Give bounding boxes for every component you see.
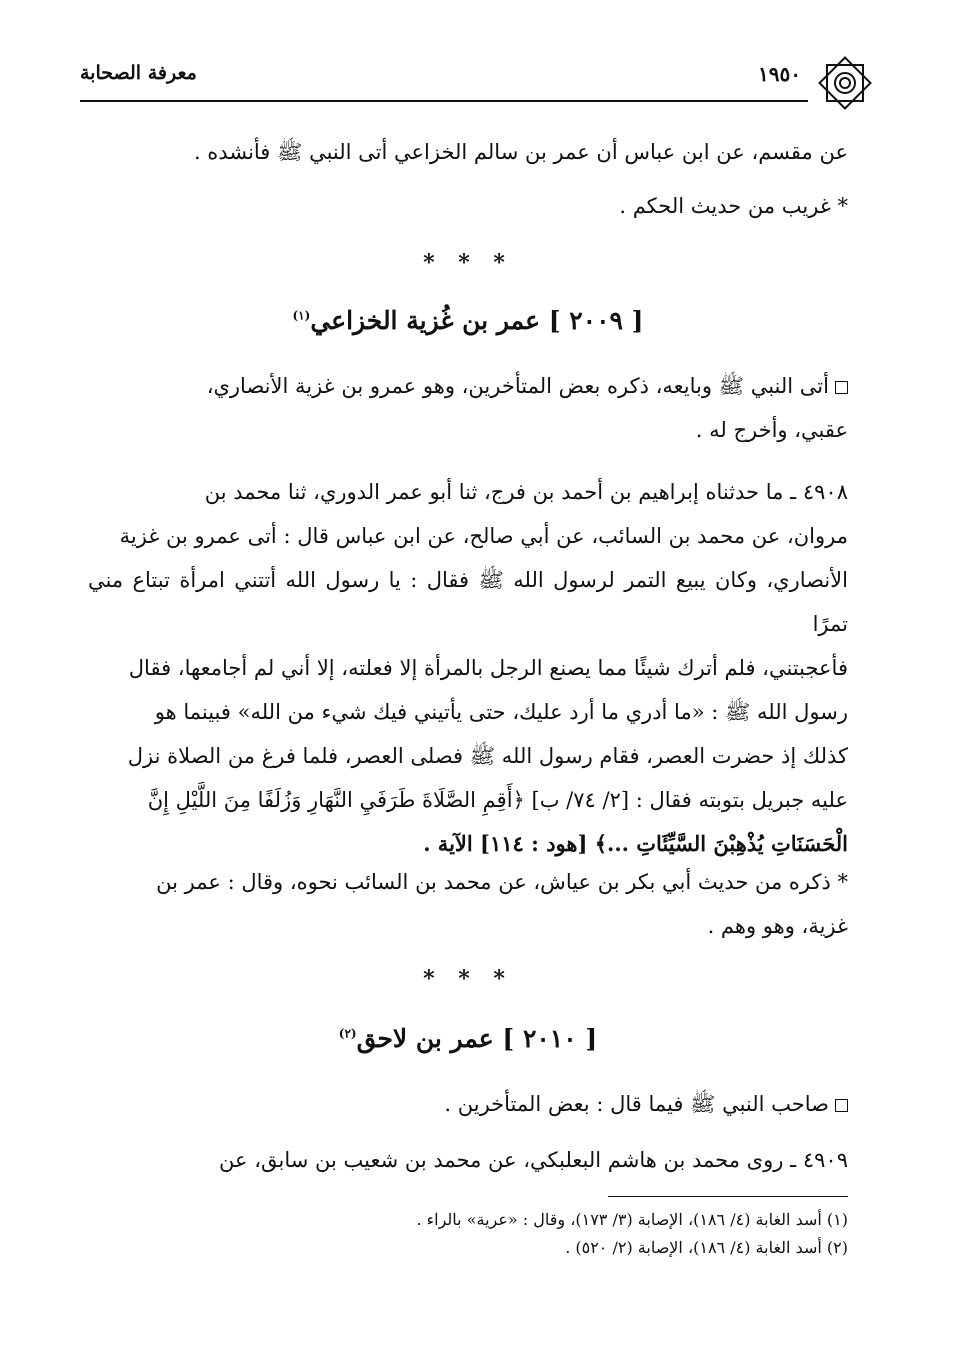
separator: * * * bbox=[423, 966, 513, 992]
hadith-line: مروان، عن محمد بن السائب، عن أبي صالح، عن ابن عباس قال : أتى عمرو بن غزية bbox=[119, 524, 848, 548]
hadith-line: ٤٩٠٩ ـ روى محمد بن هاشم البعلبكي، عن محمد بن شعيب بن سابق، عن bbox=[219, 1148, 848, 1172]
footnote-ref: (٢) bbox=[338, 1026, 357, 1041]
hadith-line: رسول الله ﷺ : «ما أدري ما أرد عليك، حتى يأتيني فيك شيء من الله» فبينما هو bbox=[154, 700, 848, 724]
note-line: غزية، وهو وهم . bbox=[707, 914, 848, 938]
hadith-line: الْحَسَنَاتِ يُذْهِبْنَ السَّيِّئَاتِ ...﴾ [هود : ١١٤] الآية . bbox=[423, 831, 848, 856]
hadith-line: فأعجبتني، فلم أترك شيئًا مما يصنع الرجل بالمرأة إلا فعلته، إلا أني لم أجامعها، فقال bbox=[128, 656, 848, 680]
entry2-heading-block bbox=[88, 1024, 848, 1068]
desc-line: أتى النبي ﷺ وبايعه، ذكره بعض المتأخرين، وهو عمرو بن غزية الأنصاري، bbox=[88, 364, 848, 408]
footnotes bbox=[88, 1206, 848, 1262]
intro-line: عن مقسم، عن ابن عباس أن عمر بن سالم الخزاعي أتى النبي ﷺ فأنشده . bbox=[193, 140, 848, 164]
hadith-line: ٤٩٠٨ ـ ما حدثناه إبراهيم بن أحمد بن فرج، ثنا أبو عمر الدوري، ثنا محمد بن bbox=[204, 480, 848, 504]
entry-heading-text: [ ٢٠١٠ ] عمر بن لاحق bbox=[356, 1024, 598, 1053]
book-title: معرفة الصحابة bbox=[80, 62, 197, 84]
footnote-item: (١) أسد الغابة (٤/ ١٨٦)، الإصابة (٣/ ١٧٣)، وقال : «عرية» بالراء . bbox=[416, 1210, 848, 1229]
page-number: ١٩٥٠ bbox=[758, 62, 801, 86]
footnote-item: (٢) أسد الغابة (٤/ ١٨٦)، الإصابة (٢/ ٥٢٠) . bbox=[565, 1238, 848, 1257]
entry-heading bbox=[88, 306, 848, 335]
footnote-ref: (١) bbox=[292, 308, 311, 323]
ornament-icon bbox=[814, 52, 876, 114]
entry-heading-text: [ ٢٠٠٩ ] عمر بن غُزية الخزاعي bbox=[310, 306, 644, 335]
intro-note: * غريب من حديث الحكم . bbox=[619, 194, 848, 218]
note-line: * ذكره من حديث أبي بكر بن عياش، عن محمد بن السائب نحوه، وقال : عمر بن bbox=[156, 870, 848, 894]
entry1-note bbox=[88, 860, 848, 948]
hadith-4908 bbox=[88, 470, 848, 866]
square-bullet-icon bbox=[835, 1099, 848, 1112]
separator: * * * bbox=[423, 250, 513, 276]
entry1-desc bbox=[88, 364, 848, 452]
page-header bbox=[80, 52, 876, 102]
separator-block-2 bbox=[88, 966, 848, 1006]
entry1-heading-block bbox=[88, 306, 848, 350]
hadith-line: عليه جبريل بتوبته فقال : [٢/ ٧٤/ ب] ﴿أَقِمِ الصَّلَاةَ طَرَفَيِ النَّهَارِ وَزُلَفًا مِنَ اللَّيْلِ إِنَّ bbox=[147, 788, 848, 812]
intro-block bbox=[88, 130, 848, 228]
footnote-rule bbox=[608, 1196, 848, 1197]
header-rule bbox=[80, 100, 808, 102]
entry2-desc bbox=[88, 1082, 848, 1126]
separator-block-1 bbox=[88, 250, 848, 290]
desc-line: عقبي، وأخرج له . bbox=[695, 418, 848, 442]
desc-line: صاحب النبي ﷺ فيما قال : بعض المتأخرين . bbox=[88, 1082, 848, 1126]
square-bullet-icon bbox=[835, 381, 848, 394]
hadith-line: الأنصاري، وكان يبيع التمر لرسول الله ﷺ فقال : يا رسول الله أتتني امرأة تبتاع مني تمرًا bbox=[88, 568, 848, 636]
hadith-4909 bbox=[88, 1138, 848, 1182]
entry-heading bbox=[88, 1024, 848, 1053]
hadith-line: كذلك إذ حضرت العصر، فقام رسول الله ﷺ فصلى العصر، فلما فرغ من الصلاة نزل bbox=[127, 744, 848, 768]
